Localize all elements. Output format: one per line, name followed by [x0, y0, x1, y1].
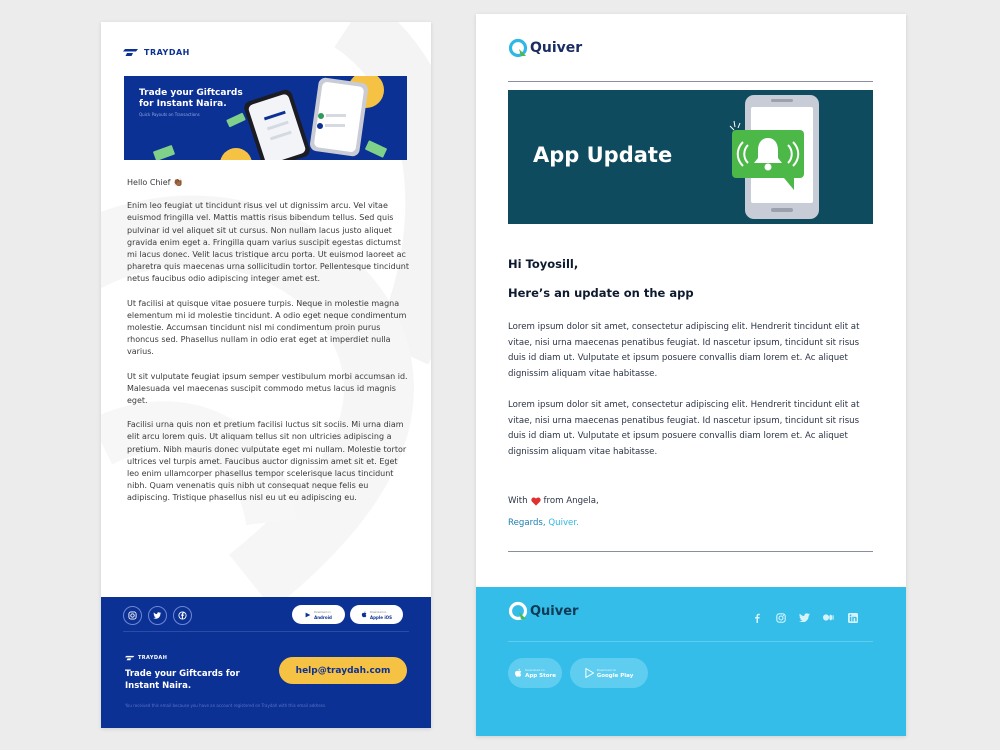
instagram-icon[interactable] [123, 606, 142, 625]
header-divider [508, 81, 873, 82]
body-paragraph: Ut facilisi at quisque vitae posuere turpis. Neque in molestie magna elementum mi id molestie tincidunt. A odio eget neque condimentum molestie. Accumsan tincidunt nisl mi condimentum proin purus rhoncus sed. Phasellus nullam in odio erat eget at imperdiet nulla varius. [127, 298, 407, 357]
social-links [751, 612, 858, 623]
store-buttons [508, 658, 648, 688]
traydah-hero-banner [124, 76, 407, 160]
footer-logo-text: Quiver [530, 603, 579, 619]
body-paragraph: Ut sit vulputate feugiat ipsum semper vestibulum morbi accumsan id. Malesuada vel maecenas suscipit commodo metus lacus id magnis eget. [127, 371, 408, 406]
help-email-button[interactable]: help@traydah.com [279, 657, 407, 684]
facebook-icon[interactable] [173, 606, 192, 625]
google-play-button[interactable] [570, 658, 648, 688]
store-name: Android [314, 614, 332, 620]
signoff [508, 496, 599, 506]
play-store-icon [305, 612, 311, 618]
twitter-icon[interactable] [148, 606, 167, 625]
email-subtitle: Here’s an update on the app [508, 286, 694, 300]
footer-divider [123, 631, 409, 632]
store-caption: Download on [370, 610, 387, 614]
store-caption: Download on [314, 610, 331, 614]
traydah-logo[interactable] [123, 48, 190, 57]
body-paragraph: Lorem ipsum dolor sit amet, consectetur adipiscing elit. Hendrerit tincidunt elit at vitae, nisi urna maecenas penatibus feugiat. Id nascetur ipsum, tincidunt sit risus duis id diam ut. Vulputate et ipsum posuere convallis diam lorem et. Ac aliquet dignissim aliquam vitae habitasse. [508, 400, 860, 457]
store-name: Google Play [596, 673, 634, 679]
store-name: App Store [525, 673, 556, 679]
instagram-icon[interactable] [775, 612, 786, 623]
store-caption: Download on [596, 668, 617, 672]
greeting: Hi Toyosill, [508, 257, 579, 271]
quiver-logo-text: Quiver [530, 40, 583, 56]
body-divider [508, 551, 873, 552]
apple-icon [361, 611, 367, 618]
body-paragraph: Facilisi urna quis non et pretium facilisi luctus sit sociis. Mi urna diam elit arcu lorem quis. Ut aliquam tellus sit non ultricies adipiscing a pretium. Nibh mauris donec vulputate eget mi nullam. Molestie tortor ultrices vel turpis amet. Faucibus auctor dignissim amet sit et. Eget leo enim ullamcorper phasellus tempor scelerisque lacus tincidunt nibh. Quam venenatis quis nibh ut consequat neque felis eu adipiscing. Tristique phasellus nisl eu ut eu adipiscing eu. [127, 420, 407, 503]
regards-brand-link[interactable]: Quiver. [548, 518, 579, 528]
banner-title: App Update [533, 143, 673, 167]
heart-icon [531, 497, 541, 506]
apple-icon [514, 668, 522, 678]
quiver-footer [476, 587, 906, 736]
footer-title: Trade your Giftcards for Instant Naira. [125, 669, 240, 691]
traydah-email-body [127, 177, 411, 517]
regards-line [508, 518, 579, 528]
twitter-icon[interactable] [799, 612, 810, 623]
unsubscribe-note: You received this email because you have an account registered on Traydah with this email address. [125, 703, 327, 708]
store-buttons [292, 605, 403, 624]
body-paragraph: Enim leo feugiat ut tincidunt risus vel ut dignissim arcu. Vel vitae euismod fringilla vel. Mattis mattis risus bibendum tellus. Sed quis pulvinar id vel aliquet sit ut cursus. Non nullam lacus justo aliquet gravida enim eget a. Fringilla quam varius suscipit egestas dictumst mi lacus donec. Velit lacus tristique arcu porta. Ut euismod laoreet ac pharetra quis maecenas urna sollicitudin tortor. Pellentesque tincidunt netus faucibus odio adipiscing integer amet est. [127, 201, 410, 284]
quiver-hero-banner [508, 90, 873, 224]
play-store-icon [585, 668, 594, 678]
footer-divider [508, 641, 873, 642]
greeting: Hello Chief 👏🏾 [127, 178, 183, 187]
banner-subtitle: Quick Payouts on Transactions [139, 112, 200, 117]
android-store-button[interactable] [292, 605, 345, 624]
store-name: Apple iOS [370, 614, 392, 620]
quiver-logo[interactable] [508, 38, 582, 58]
facebook-icon[interactable] [751, 612, 762, 623]
traydah-logo-icon [125, 655, 135, 661]
medium-icon[interactable] [823, 612, 834, 623]
quiver-logo-icon [508, 38, 528, 58]
regards-prefix: Regards, [508, 518, 546, 528]
ios-store-button[interactable] [350, 605, 403, 624]
linkedin-icon[interactable] [847, 612, 858, 623]
footer-logo [125, 655, 167, 661]
banner-title: Trade your Giftcards for Instant Naira. [139, 88, 243, 109]
traydah-logo-text: TRAYDAH [144, 48, 190, 57]
footer-logo-text: TRAYDAH [138, 655, 168, 661]
traydah-email-card [101, 22, 431, 728]
body-paragraph: Lorem ipsum dolor sit amet, consectetur adipiscing elit. Hendrerit tincidunt elit at vitae, nisi urna maecenas penatibus feugiat. Id nascetur ipsum, tincidunt sit risus duis id diam ut. Vulputate et ipsum posuere convallis diam lorem et. Ac aliquet dignissim aliquam vitae habitasse. [508, 322, 860, 379]
signoff-prefix: With [508, 496, 528, 506]
store-caption: Download on [525, 668, 545, 672]
footer-logo[interactable] [508, 601, 578, 621]
app-store-button[interactable] [508, 658, 562, 688]
traydah-logo-icon [123, 48, 139, 57]
quiver-email-card [476, 14, 906, 736]
signoff-suffix: from Angela, [543, 496, 599, 506]
traydah-footer [101, 597, 431, 728]
quiver-logo-icon [508, 601, 528, 621]
social-links [123, 606, 192, 625]
